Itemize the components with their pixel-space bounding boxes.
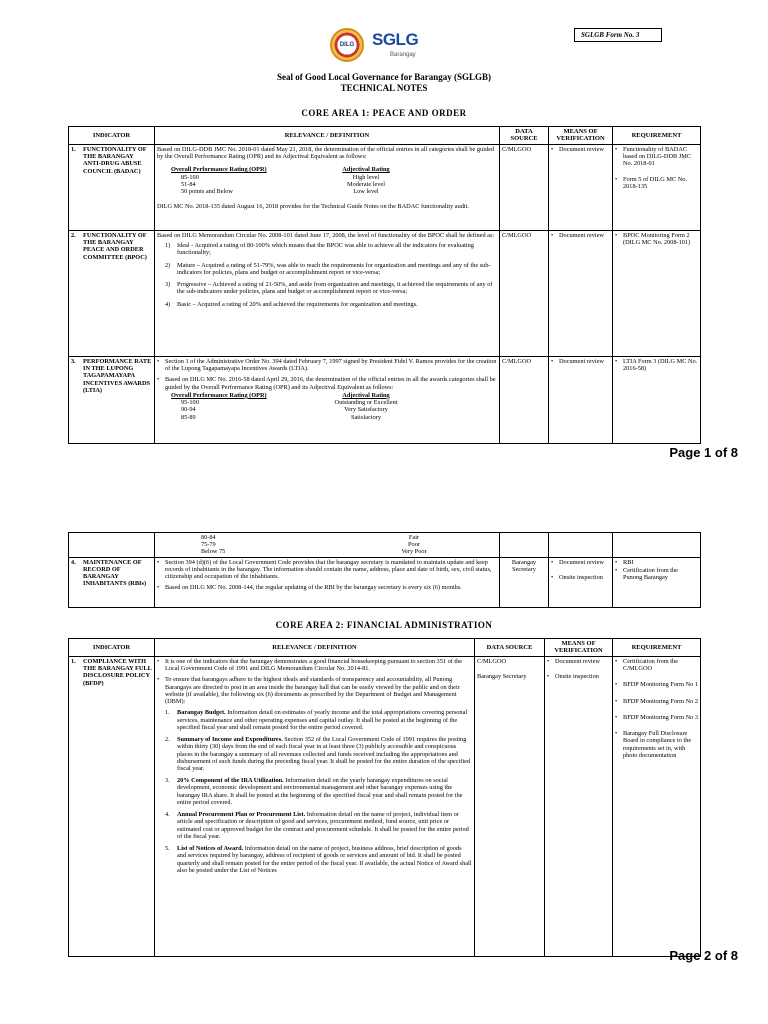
data-source-cell: Barangay Secretary [500,557,549,607]
col-relevance: RELEVANCE / DEFINITION [155,127,500,145]
col-data-source: DATA SOURCE [475,639,545,657]
data-source-cell: C/MLGOO [500,356,549,443]
data-source-cell: C/MLGOO [500,144,549,230]
mov-cell: • Document review [549,144,613,230]
table-row [69,656,701,956]
requirement-cell: • Certification from the C/MLGOO • BFDP Monitoring Form No 1 • BFDP Monitoring Form No 2 • BFDP Monitoring Form No 3 • Barangay Full Disclosure Board in compliance to the requirements set in, with photo documentation [613,656,701,956]
data-source-cell: C/MLGOO [500,230,549,356]
core-area-1-title: CORE AREA 1: PEACE AND ORDER [301,108,467,118]
col-means-of-verification: MEANS OF VERIFICATION [545,639,613,657]
requirement-cell: • Functionality of BADAC based on DILG-DDB JMC No. 2018-01 • Form 5 of DILG MC No. 2018-135 [613,144,701,230]
col-relevance: RELEVANCE / DEFINITION [155,639,475,657]
indicator-cell: 1. COMPLIANCE WITH THE BARANGAY FULL DISCLOSURE POLICY (BFDP) [69,656,155,956]
indicator-cell: 1. FUNCTIONALITY OF THE BARANGAY ANTI-DRUG ABUSE COUNCIL (BADAC) [69,144,155,230]
relevance-cell: 80-84 Fair 75-79 Poor Below 75 Very Poor [155,533,500,558]
data-source-cell: C/MLGOO Barangay Secretary [475,656,545,956]
mov-cell: • Document review [549,356,613,443]
core-area-2-title: CORE AREA 2: FINANCIAL ADMINISTRATION [275,620,493,630]
header-logos [330,28,430,64]
col-indicator: INDICATOR [69,639,155,657]
core-area-2-table [68,638,701,957]
col-indicator: INDICATOR [69,127,155,145]
mov-cell: • Document review [549,230,613,356]
core-area-1-table [68,126,701,444]
table-row [69,533,701,558]
form-number: SGLGB Form No. 3 [574,28,662,42]
relevance-cell: Based on DILG Memorandum Circular No. 2008-101 dated June 17, 2008, the level of functionality of the BPOC shall be defined as: 1) Ideal - Acquired a rating of 80-100% which means that the BPOC was able to achieve all the indicators for evaluating functionality; 2) Mature – Acquired a rating of 51-79%, was able to reach the requirements for organization and meetings and any of the sub-indicators for policies, plans and budget or accomplishment report or vice-versa; 3) Progressive – Achieved a rating of 21-50%, and aside from organization and meetings, it achieved the requirements of any of the sub-indicators under policies, plans and budget or accomplishment report or vice-versa; 4) Basic – Acquired a rating of 20% and achieved the requirements for organization and meetings. [155,230,500,356]
col-data-source: DATA SOURCE [500,127,549,145]
mov-cell: • Document review • Onsite inspection [545,656,613,956]
table-header-row [69,639,701,657]
table-row [69,230,701,356]
requirement-cell: • LTIA Form 3 (DILG MC No. 2016-58) [613,356,701,443]
table-row [69,557,701,607]
page-1 [0,0,768,470]
relevance-cell: • Section 394 (d)(6) of the Local Government Code provides that the barangay secretary is mandated to maintain update and keep records of inhabitants in the barangay. The information should contain the name, address, place and date of birth, sex, civil status, citizenship and occupation of the inhabitants. • Based on DILG MC No. 2008-144, the regular updating of the RBI by the barangay secretary is every six (6) months. [155,557,500,607]
sglg-logo-sub: Barangay [390,52,416,58]
indicator-cell: 3. PERFORMANCE RATE IN THE LUPONG TAGAPAMAYAPA INCENTIVES AWARDS (LTIA) [69,356,155,443]
table-row [69,144,701,230]
requirement-cell: • RBI • Certification from the Punong Barangay [613,557,701,607]
relevance-cell: Based on DILG-DDB JMC No. 2018-01 dated May 21, 2018, the determination of the official entries in all categories shall be guided by the Overall Performance Rating (OPR) and its Adjectival Equivalent as follows: Overall Performance Rating (OPR) Adjectival Rating 85-100 High level 51-84 Moderate level 50 points and Below Low level DILG MC No. 2018-135 dated August 16, 2018 provides for the Technical Guide Notes on the BADAC functionality audit. [155,144,500,230]
page-number: Page 1 of 8 [669,445,738,460]
col-requirement: REQUIREMENT [613,127,701,145]
document-title: Seal of Good Local Governance for Barangay (SGLGB) [276,72,492,82]
relevance-cell: • Section 1 of the Administrative Order No. 394 dated February 7, 1997 signed by President Fidel V. Ramos provides for the creation of the Lupong Tagapamayapa Incentives Awards (LTIA). • Based on DILG MC No. 2016-58 dated April 29, 2016, the determination of the official entries in all the awards categories shall be guided by the Overall Performance Rating (OPR) and its Adjectival Equivalent as follows: Overall Performance Rating (OPR) Adjectival Rating 95-100 Outstanding or Excellent 90-94 Very Satisfactory 85-89 Satisfactory [155,356,500,443]
dilg-seal-icon: DILG [330,28,364,62]
core-area-1-continued-table [68,532,701,608]
col-requirement: REQUIREMENT [613,639,701,657]
relevance-cell: • It is one of the indicators that the barangay demonstrates a good financial housekeeping pursuant to section 351 of the Local Government Code of 1991 and DILG Memorandum Circular No. 2014-81. • To ensure that barangays adhere to the highest ideals and standards of transparency and accountability, all Punong Barangays are directed to post in an area inside the barangay hall that can be easily viewed by the public and on their website (if available), the following six (6) documents as prescribed by the Department of Budget and Management (DBM): 1. Barangay Budget. Information detail on estimates of yearly income and the total appropriations covering personal services, maintenance and other operating expenses and capital outlay. It shall be posted at the beginning of the specified fiscal year and shall remain posted for the entire period covered. 2. Summary of Income and Expenditures. Section 352 of the Local Government Code of 1991 requires the posting within thirty (30) days from the end of each fiscal year in at least three (3) publicly accessible and conspicuous places in the barangay a summary of all revenues collected and funds received including the appropriations and disbursement of such funds during the preceding fiscal year. It shall be posted for the entire duration of the specified fiscal year. 3. 20% Component of the IRA Utilization. Information detail on the yearly barangay expenditures on social development, economic development and environmental management and other barangay expenses using the barangay IRA share. It shall be posted at the beginning of the specified fiscal year and shall remain posted for the entire period covered. 4. Annual Procurement Plan or Procurement List. Information detail on the name of project, individual item or article and specification or description of good and services, procurement method, fund source, unit price or estimated cost or approved budget for the contract and procurement schedule. It shall be posted for the entire period of the fiscal year. 5. List of Notices of Award. Information detail on the name of project, business address, brief description of goods and services required by barangay, address of recipient of goods or services and amount of bid. It shall be posted quarterly and shall remain posted for the entire period of the fiscal year. If available, the actual Notice of Award shall also be posted under the List of Notices [155,656,475,956]
page-2 [0,520,768,1024]
mov-cell: • Document review • Onsite inspection [549,557,613,607]
table-header-row [69,127,701,145]
table-row [69,356,701,443]
indicator-cell: 4. MAINTENANCE OF RECORD OF BARANGAY INHABITANTS (RBIs) [69,557,155,607]
sglg-logo: SGLG [372,30,419,49]
page-number: Page 2 of 8 [669,948,738,963]
col-means-of-verification: MEANS OF VERIFICATION [549,127,613,145]
document-subtitle: TECHNICAL NOTES [340,83,428,93]
indicator-cell: 2. FUNCTIONALITY OF THE BARANGAY PEACE AND ORDER COMMITTEE (BPOC) [69,230,155,356]
requirement-cell: • BPOC Monitoring Form 2 (DILG MC No. 2008-101) [613,230,701,356]
